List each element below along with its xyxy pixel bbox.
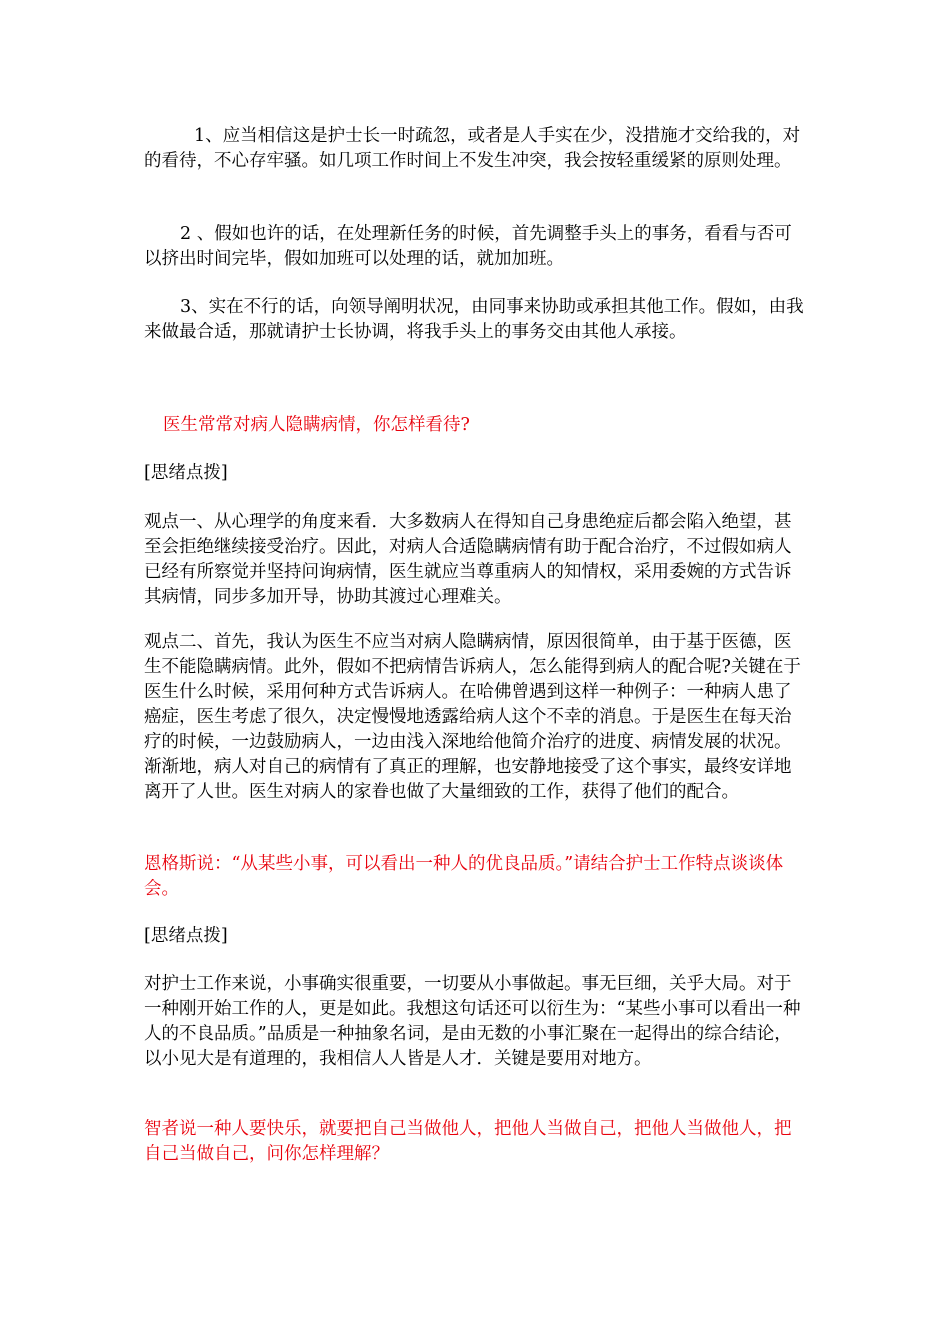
question-heading-2: 恩格斯说：“从某些小事，可以看出一种人的优良品质。”请结合护士工作特点谈谈体会。 [144, 854, 784, 899]
answer-paragraph-2: 对护士工作来说，小事确实很重要，一切要从小事做起。事无巨细，关乎大局。对于一种刚开始工作的人，更是如此。我想这句话还可以衍生为：“某些小事可以看出一种人的不良品质。”品质是一种抽象名词，是由无数的小事汇聚在一起得出的综合结论，以小见大是有道理的，我相信人人皆是人才．关键是要用对地方。 [144, 974, 801, 1069]
hint-label-2: [思绪点拨] [144, 926, 228, 946]
question-heading-1: 医生常常对病人隐瞒病情，你怎样看待? [163, 415, 470, 435]
answer-point-3: 3、实在不行的话，向领导阐明状况，由同事来协助或承担其他工作。假如，由我来做最合适，那就请护士长协调，将我手头上的事务交由其他人承接。 [144, 297, 804, 342]
answer-point-2: 2 、假如也许的话，在处理新任务的时候，首先调整手头上的事务，看看与否可以挤出时间完毕，假如加班可以处理的话，就加加班。 [144, 224, 792, 269]
viewpoint-1: 观点一、从心理学的角度来看．大多数病人在得知自己身患绝症后都会陷入绝望，甚至会拒绝继续接受治疗。因此，对病人合适隐瞒病情有助于配合治疗，不过假如病人已经有所察觉并坚持问询病情，医生就应当尊重病人的知情权，采用委婉的方式告诉其病情，同步多加开导，协助其渡过心理难关。 [144, 512, 792, 607]
question-heading-3: 智者说一种人要快乐，就要把自己当做他人，把他人当做自己，把他人当做他人，把自己当做自己，问你怎样理解？ [144, 1119, 792, 1164]
viewpoint-2: 观点二、首先，我认为医生不应当对病人隐瞒病情，原因很简单，由于基于医德，医生不能隐瞒病情。此外，假如不把病情告诉病人，怎么能得到病人的配合呢?关键在于医生什么时候，采用何种方式告诉病人。在哈佛曾遇到这样一种例子：一种病人患了癌症，医生考虑了很久，决定慢慢地透露给病人这个不幸的消息。于是医生在每天治疗的时候，一边鼓励病人，一边由浅入深地给他简介治疗的进度、病情发展的状况。渐渐地，病人对自己的病情有了真正的理解，也安静地接受了这个事实，最终安详地离开了人世。医生对病人的家眷也做了大量细致的工作，获得了他们的配合。 [144, 632, 801, 802]
answer-point-1: 1、应当相信这是护士长一时疏忽，或者是人手实在少，没措施才交给我的，对的看待，不心存牢骚。如几项工作时间上不发生冲突，我会按轻重缓紧的原则处理。 [144, 126, 801, 171]
hint-label-1: [思绪点拨] [144, 463, 228, 483]
